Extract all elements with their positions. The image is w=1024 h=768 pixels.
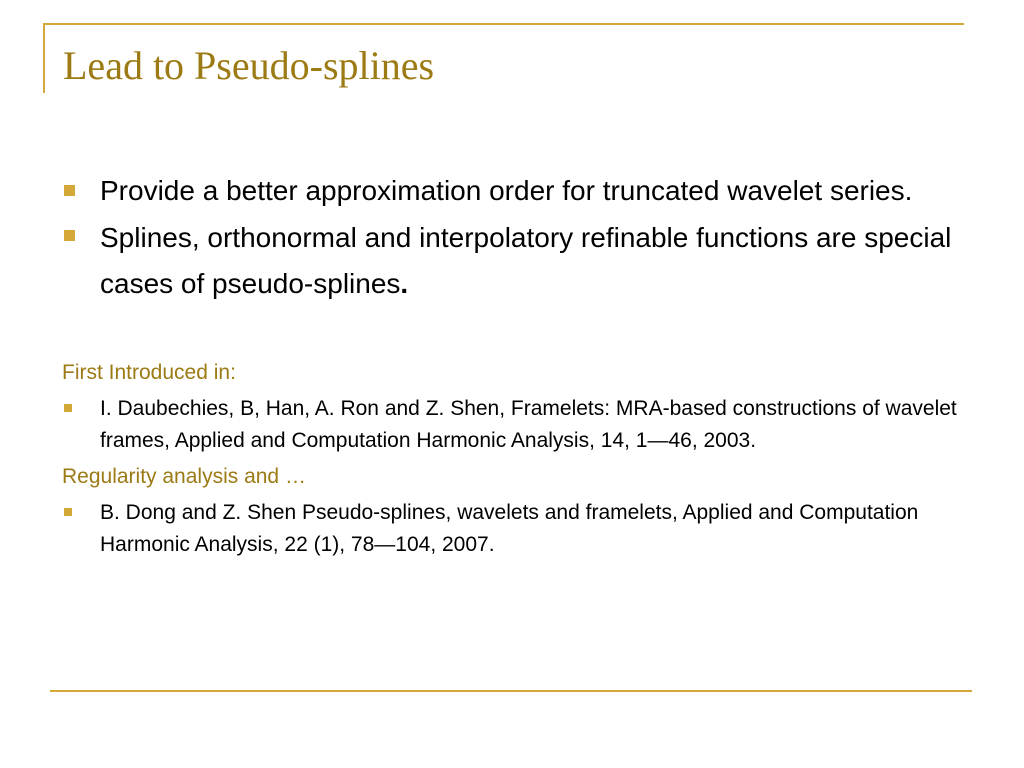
title-frame-left-rule [43,23,45,93]
reference-text: B. Dong and Z. Shen Pseudo-splines, wavelets and framelets, Applied and Computation Harmonic Analysis, 22 (1), 78—104, 2007. [100,501,919,556]
square-bullet-icon [64,508,72,516]
slide-body [62,170,992,561]
reference-item [62,497,992,561]
main-bullet-text: Splines, orthonormal and interpolatory refinable functions are special cases of pseudo-splines [100,222,952,299]
square-bullet-icon [64,404,72,412]
reference-text: I. Daubechies, B, Han, A. Ron and Z. Shen, Framelets: MRA-based constructions of wavelet frames, Applied and Computation Harmonic Analysis, 14, 1—46, 2003. [100,397,957,452]
square-bullet-icon [64,230,75,241]
section-heading-regularity-analysis: Regularity analysis and … [62,465,306,488]
reference-item [62,393,992,457]
reference-list [62,497,992,561]
square-bullet-icon [64,185,75,196]
main-bullet-item [62,170,992,212]
reference-list [62,393,992,457]
title-frame-top-rule [43,23,964,25]
main-bullet-item [62,215,992,307]
main-bullet-list [62,170,992,307]
section-heading-first-introduced: First Introduced in: [62,361,236,384]
slide-title: Lead to Pseudo-splines [63,43,435,88]
main-bullet-end-mark: . [400,268,409,299]
main-bullet-text: Provide a better approximation order for truncated wavelet series. [100,175,913,206]
bottom-rule [50,690,972,692]
